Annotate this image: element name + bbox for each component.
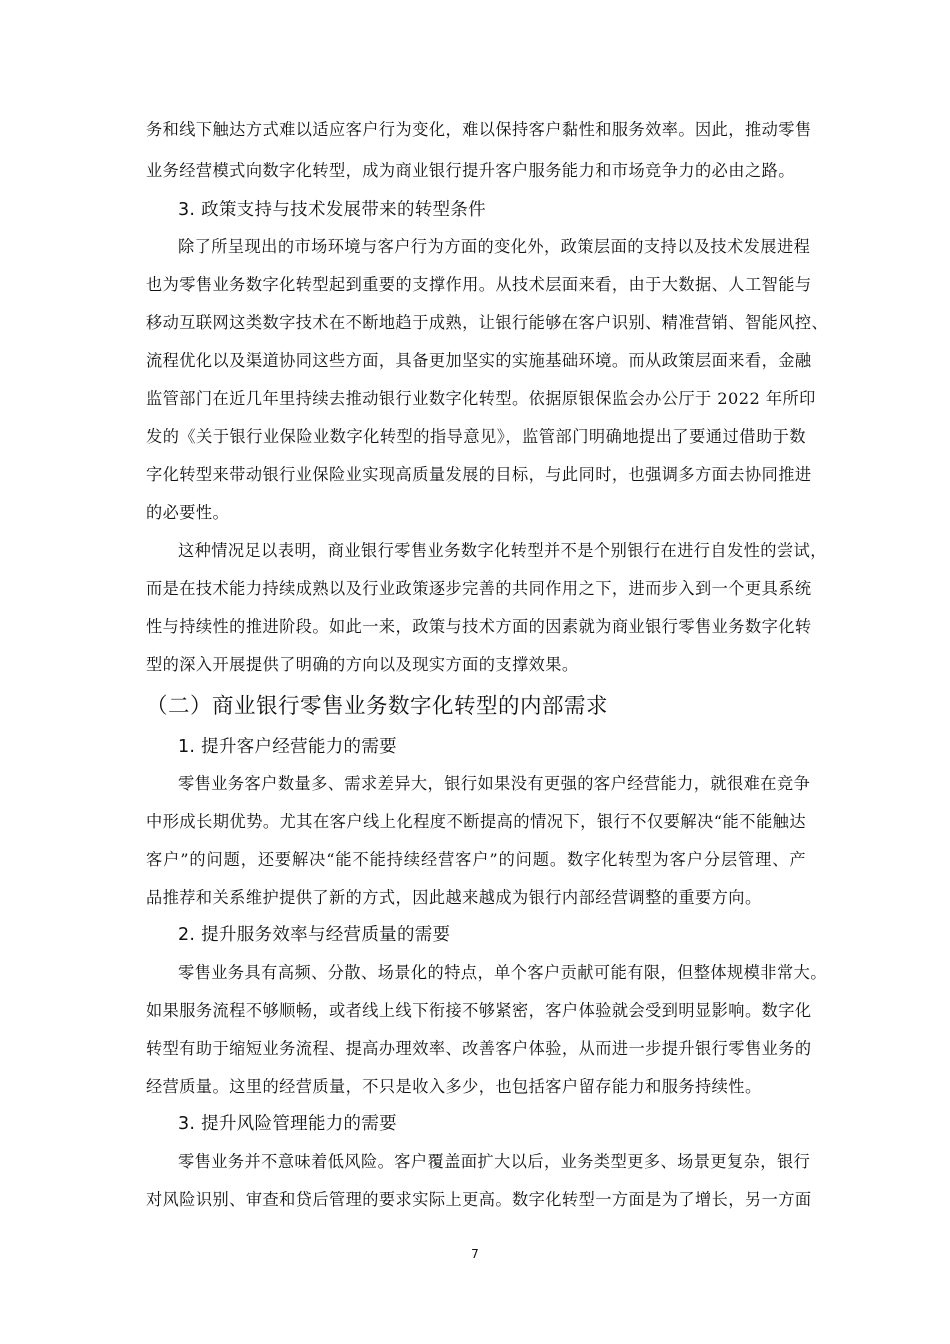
paragraph-line: 移动互联网这类数字技术在不断地趋于成熟，让银行能够在客户识别、精准营销、智能风控、 bbox=[146, 313, 829, 332]
paragraph-line: 这种情况足以表明，商业银行零售业务数字化转型并不是个别银行在进行自发性的尝试， bbox=[178, 541, 827, 560]
paragraph-line: 对风险识别、审查和贷后管理的要求实际上更高。数字化转型一方面是为了增长，另一方面 bbox=[146, 1190, 812, 1209]
paragraph-line: 也为零售业务数字化转型起到重要的支撑作用。从技术层面来看，由于大数据、人工智能与 bbox=[146, 275, 812, 294]
paragraph-line: 品推荐和关系维护提供了新的方式，因此越来越成为银行内部经营调整的重要方向。 bbox=[146, 888, 762, 907]
section-heading-risk-management: 3. 提升风险管理能力的需要 bbox=[178, 1114, 397, 1134]
paragraph-line: 客户”的问题，还要解决“能不能持续经营客户”的问题。数字化转型为客户分层管理、产 bbox=[146, 850, 806, 869]
paragraph-line: 而是在技术能力持续成熟以及行业政策逐步完善的共同作用之下，进而步入到一个更具系统 bbox=[146, 579, 812, 598]
paragraph-line: 中形成长期优势。尤其在客户线上化程度不断提高的情况下，银行不仅要解决“能不能触达 bbox=[146, 812, 806, 831]
paragraph-line: 的必要性。 bbox=[146, 503, 230, 522]
paragraph-line: 性与持续性的推进阶段。如此一来，政策与技术方面的因素就为商业银行零售业务数字化转 bbox=[146, 617, 812, 636]
section-heading-service-efficiency: 2. 提升服务效率与经营质量的需要 bbox=[178, 925, 451, 945]
section-heading-internal-demand: （二）商业银行零售业务数字化转型的内部需求 bbox=[146, 694, 609, 719]
paragraph-line: 业务经营模式向数字化转型，成为商业银行提升客户服务能力和市场竞争力的必由之路。 bbox=[146, 161, 795, 180]
paragraph-line: 零售业务并不意味着低风险。客户覆盖面扩大以后，业务类型更多、场景更复杂，银行 bbox=[178, 1152, 811, 1171]
paragraph-line: 监管部门在近几年里持续去推动银行业数字化转型。依据原银保监会办公厅于 2022 年所印 bbox=[146, 389, 816, 408]
paragraph-line: 发的《关于银行业保险业数字化转型的指导意见》，监管部门明确地提出了要通过借助于数 bbox=[146, 427, 806, 446]
paragraph-line: 型的深入开展提供了明确的方向以及现实方面的支撑效果。 bbox=[146, 655, 579, 674]
paragraph-line: 经营质量。这里的经营质量，不只是收入多少，也包括客户留存能力和服务持续性。 bbox=[146, 1077, 762, 1096]
paragraph-line: 除了所呈现出的市场环境与客户行为方面的变化外，政策层面的支持以及技术发展进程 bbox=[178, 237, 811, 256]
paragraph-line: 务和线下触达方式难以适应客户行为变化，难以保持客户黏性和服务效率。因此，推动零售 bbox=[146, 120, 812, 139]
paragraph-line: 流程优化以及渠道协同这些方面，具备更加坚实的实施基础环境。而从政策层面来看，金融 bbox=[146, 351, 812, 370]
page-number: 7 bbox=[471, 1247, 479, 1261]
paragraph-line: 字化转型来带动银行业保险业实现高质量发展的目标，与此同时，也强调多方面去协同推进 bbox=[146, 465, 812, 484]
paragraph-line: 如果服务流程不够顺畅，或者线上线下衔接不够紧密，客户体验就会受到明显影响。数字化 bbox=[146, 1001, 812, 1020]
paragraph-line: 零售业务具有高频、分散、场景化的特点，单个客户贡献可能有限，但整体规模非常大。 bbox=[178, 963, 827, 982]
section-heading-customer-operation: 1. 提升客户经营能力的需要 bbox=[178, 737, 397, 757]
section-heading-policy-support: 3. 政策支持与技术发展带来的转型条件 bbox=[178, 200, 486, 220]
paragraph-line: 转型有助于缩短业务流程、提高办理效率、改善客户体验，从而进一步提升银行零售业务的 bbox=[146, 1039, 812, 1058]
paragraph-line: 零售业务客户数量多、需求差异大，银行如果没有更强的客户经营能力，就很难在竞争 bbox=[178, 774, 811, 793]
